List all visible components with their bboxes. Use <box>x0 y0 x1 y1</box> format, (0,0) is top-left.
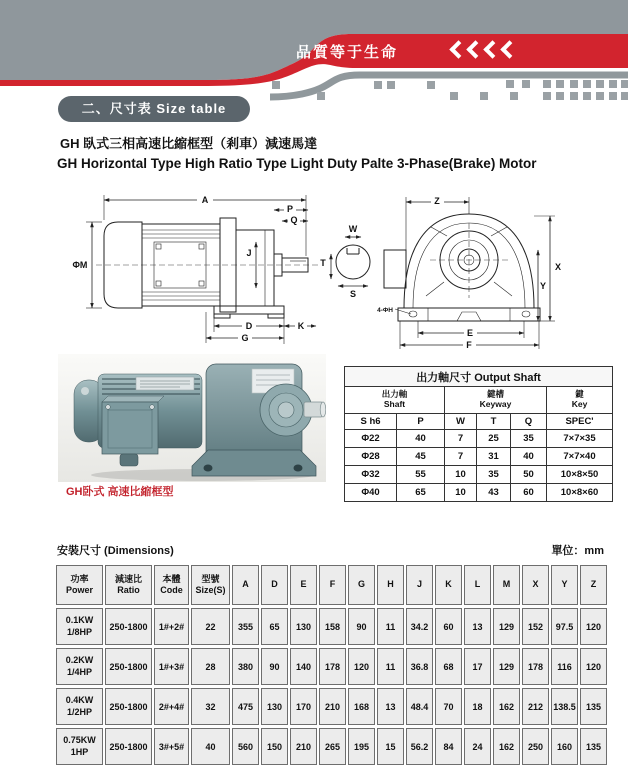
cell: 65 <box>397 484 445 502</box>
table-header-row <box>56 565 607 605</box>
cell-power: 0.4KW 1/2HP <box>56 688 103 725</box>
dim-label-W: W <box>348 224 358 234</box>
cell: 130 <box>261 688 288 725</box>
cell: 162 <box>493 688 520 725</box>
cell: 475 <box>232 688 259 725</box>
cell: 70 <box>435 688 462 725</box>
output-shaft-table <box>344 366 613 502</box>
dim-label-A: A <box>201 195 209 205</box>
col-header-ratio: 減速比 Ratio <box>105 565 152 605</box>
cell: 43 <box>477 484 511 502</box>
cell: 135 <box>580 688 607 725</box>
cell: 162 <box>493 728 520 765</box>
cell: 138.5 <box>551 688 578 725</box>
cell: 250-1800 <box>105 688 152 725</box>
col-header: G <box>348 565 375 605</box>
dim-label-F: F <box>466 340 472 350</box>
table-row <box>56 648 607 685</box>
table-row <box>345 466 613 484</box>
cell: 11 <box>377 608 404 645</box>
cell: 250-1800 <box>105 728 152 765</box>
table-row <box>56 608 607 645</box>
cell: 17 <box>464 648 491 685</box>
cell: 34.2 <box>406 608 433 645</box>
dim-label-S: S <box>349 289 357 299</box>
dim-label-K: K <box>297 321 305 331</box>
dim-label-holes: 4-ΦH <box>377 307 393 314</box>
cell: 3#+5# <box>154 728 189 765</box>
table-row <box>345 484 613 502</box>
cell: 60 <box>511 484 547 502</box>
unit-label: 單位：mm <box>551 545 604 557</box>
product-photo <box>58 354 326 482</box>
col-header: L <box>464 565 491 605</box>
dim-label-Q: Q <box>290 215 298 225</box>
cell-power: 0.2KW 1/4HP <box>56 648 103 685</box>
cell: 7 <box>445 448 477 466</box>
slogan-text: 品質等于生命 <box>296 44 399 61</box>
cell: 18 <box>464 688 491 725</box>
cell: 48.4 <box>406 688 433 725</box>
cell: 380 <box>232 648 259 685</box>
cell: 97.5 <box>551 608 578 645</box>
cell: 152 <box>522 608 549 645</box>
cell: 355 <box>232 608 259 645</box>
cell: 90 <box>348 608 375 645</box>
cell: 65 <box>261 608 288 645</box>
dim-label-J: J <box>246 248 252 258</box>
cell: 68 <box>435 648 462 685</box>
dim-label-P: P <box>286 204 294 214</box>
cell: 210 <box>290 728 317 765</box>
cell: 158 <box>319 608 346 645</box>
col-header: H <box>377 565 404 605</box>
cell: 168 <box>348 688 375 725</box>
cell: 150 <box>261 728 288 765</box>
col-header: X <box>522 565 549 605</box>
cell: 195 <box>348 728 375 765</box>
output-shaft-title: 出力軸尺寸 Output Shaft <box>345 367 613 387</box>
cell: 178 <box>522 648 549 685</box>
cell: 250 <box>522 728 549 765</box>
cell: 40 <box>397 430 445 448</box>
cell: 130 <box>290 608 317 645</box>
cell: Φ22 <box>345 430 397 448</box>
cell: 120 <box>348 648 375 685</box>
cell: 135 <box>580 728 607 765</box>
group-keyway: 鍵槽 Keyway <box>445 387 547 414</box>
cell: 560 <box>232 728 259 765</box>
cell: Φ40 <box>345 484 397 502</box>
cell: 35 <box>511 430 547 448</box>
col-header: D <box>261 565 288 605</box>
left-chevrons-icon <box>452 43 516 56</box>
cell: 160 <box>551 728 578 765</box>
group-key: 鍵 Key <box>547 387 613 414</box>
cell: 90 <box>261 648 288 685</box>
col-header: E <box>290 565 317 605</box>
col-header: Q <box>511 414 547 430</box>
dim-label-T: T <box>320 258 326 268</box>
col-header: Y <box>551 565 578 605</box>
cell: 45 <box>397 448 445 466</box>
col-header-code: 本體 Code <box>154 565 189 605</box>
cell: 36.8 <box>406 648 433 685</box>
cell: Φ32 <box>345 466 397 484</box>
cell: 15 <box>377 728 404 765</box>
cell: 40 <box>511 448 547 466</box>
col-header: T <box>477 414 511 430</box>
cell: 24 <box>464 728 491 765</box>
cell: 31 <box>477 448 511 466</box>
col-header: W <box>445 414 477 430</box>
col-header: M <box>493 565 520 605</box>
side-view-drawing <box>73 194 320 344</box>
cell: 7×7×35 <box>547 430 613 448</box>
cell: 13 <box>377 688 404 725</box>
cell: 129 <box>493 648 520 685</box>
dimensions-table <box>54 562 609 768</box>
table-row <box>345 430 613 448</box>
cell: 35 <box>477 466 511 484</box>
cell: 28 <box>191 648 230 685</box>
cell: 1#+3# <box>154 648 189 685</box>
dim-label-E: E <box>466 328 474 338</box>
cell: 50 <box>511 466 547 484</box>
col-header: F <box>319 565 346 605</box>
cell: 1#+2# <box>154 608 189 645</box>
cell: 55 <box>397 466 445 484</box>
cell: Φ28 <box>345 448 397 466</box>
col-header: P <box>397 414 445 430</box>
cell: 11 <box>377 648 404 685</box>
section-title-pill: 二、尺寸表 Size table <box>58 96 250 122</box>
cell: 84 <box>435 728 462 765</box>
col-header: A <box>232 565 259 605</box>
cell: 178 <box>319 648 346 685</box>
page-title-en: GH Horizontal Type High Ratio Type Light Duty Palte 3-Phase(Brake) Motor <box>57 156 537 171</box>
group-shaft: 出力軸 Shaft <box>345 387 445 414</box>
col-header: J <box>406 565 433 605</box>
cell: 7×7×40 <box>547 448 613 466</box>
dim-label-X: X <box>554 262 562 272</box>
cell: 120 <box>580 608 607 645</box>
col-header: K <box>435 565 462 605</box>
table-row <box>345 448 613 466</box>
page-title-zh: GH 臥式三相高速比縮框型（剎車）減速馬達 <box>60 136 318 151</box>
dim-label-Y: Y <box>539 281 547 291</box>
col-header: Z <box>580 565 607 605</box>
cell: 56.2 <box>406 728 433 765</box>
cell: 212 <box>522 688 549 725</box>
cell: 7 <box>445 430 477 448</box>
col-header-power: 功率 Power <box>56 565 103 605</box>
cell: 116 <box>551 648 578 685</box>
cell: 120 <box>580 648 607 685</box>
cell: 210 <box>319 688 346 725</box>
dim-label-D: D <box>245 321 253 331</box>
cell: 140 <box>290 648 317 685</box>
front-view-drawing <box>377 195 561 350</box>
table-row <box>56 728 607 765</box>
cell: 129 <box>493 608 520 645</box>
cell: 265 <box>319 728 346 765</box>
cell: 22 <box>191 608 230 645</box>
cell: 10 <box>445 484 477 502</box>
table-row <box>56 688 607 725</box>
cell: 13 <box>464 608 491 645</box>
cell-power: 0.1KW 1/8HP <box>56 608 103 645</box>
cell: 10×8×50 <box>547 466 613 484</box>
cell: 25 <box>477 430 511 448</box>
dim-label-G: G <box>241 333 249 343</box>
cell: 60 <box>435 608 462 645</box>
dimensions-caption: 安裝尺寸 (Dimensions) <box>57 545 174 557</box>
col-header: S h6 <box>345 414 397 430</box>
cell: 32 <box>191 688 230 725</box>
dim-label-M: ΦM <box>72 260 88 270</box>
cell: 250-1800 <box>105 608 152 645</box>
cell: 40 <box>191 728 230 765</box>
technical-drawing <box>68 190 578 350</box>
cell: 10×8×60 <box>547 484 613 502</box>
cell: 10 <box>445 466 477 484</box>
cell: 2#+4# <box>154 688 189 725</box>
cell: 250-1800 <box>105 648 152 685</box>
dim-label-Z: Z <box>434 196 440 206</box>
photo-caption: GH卧式 高速比縮框型 <box>66 486 174 498</box>
shaft-section-drawing <box>320 224 370 299</box>
col-header: SPEC' <box>547 414 613 430</box>
cell-power: 0.75KW 1HP <box>56 728 103 765</box>
cell: 170 <box>290 688 317 725</box>
col-header-size: 型號 Size(S) <box>191 565 230 605</box>
